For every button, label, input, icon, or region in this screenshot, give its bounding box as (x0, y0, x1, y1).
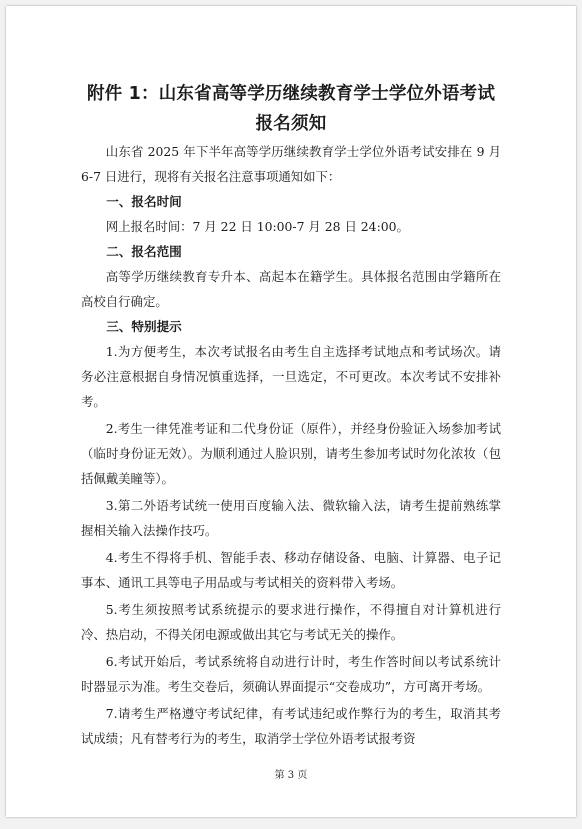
note-item: 1.为方便考生，本次考试报名由考生自主选择考试地点和考试场次。请务必注意根据自身情况慎重选择，一旦选定，不可更改。本次考试不安排补考。 (81, 344, 501, 409)
section-paragraph: 高等学历继续教育专升本、高起本在籍学生。具体报名范围由学籍所在高校自行确定。 (81, 269, 501, 309)
note-item: 4.考生不得将手机、智能手表、移动存储设备、电脑、计算器、电子记事本、通讯工具等电子用品或与考试相关的资料带入考场。 (81, 550, 501, 590)
section-heading-notes: 三、特别提示 (106, 319, 182, 334)
section-paragraph: 网上报名时间：7 月 22 日 10:00-7 月 28 日 24:00。 (105, 219, 409, 234)
document-title-line2: 报名须知 (255, 114, 327, 134)
section-heading-time: 一、报名时间 (106, 194, 182, 209)
note-item: 7.请考生严格遵守考试纪律，有考试违纪或作弊行为的考生，取消其考试成绩；凡有替考行为的考生，取消学士学位外语考试报考资 (81, 706, 501, 746)
document-body (81, 139, 501, 751)
section-heading-scope: 二、报名范围 (106, 244, 182, 259)
page-number: 第 3 页 (274, 770, 308, 781)
intro-paragraph: 山东省 2025 年下半年高等学历继续教育学士学位外语考试安排在 9 月 6-7 日进行，现将有关报名注意事项通知如下： (81, 144, 501, 184)
note-item: 2.考生一律凭准考证和二代身份证（原件），并经身份验证入场参加考试（临时身份证无效）。为顺利通过人脸识别，请考生参加考试时勿化浓妆（包括佩戴美瞳等）。 (81, 421, 501, 486)
note-item: 6.考试开始后，考试系统将自动进行计时，考生作答时间以考试系统计时器显示为准。考生交卷后，须确认界面提示“交卷成功”，方可离开考场。 (81, 654, 501, 694)
note-item: 5.考生须按照考试系统提示的要求进行操作，不得擅自对计算机进行冷、热启动，不得关闭电源或做出其它与考试无关的操作。 (81, 602, 501, 642)
document-page (6, 6, 576, 817)
document-title-line1: 附件 1：山东省高等学历继续教育学士学位外语考试 (86, 84, 496, 104)
note-item: 3.第二外语考试统一使用百度输入法、微软输入法，请考生提前熟练掌握相关输入法操作技巧。 (81, 498, 501, 538)
